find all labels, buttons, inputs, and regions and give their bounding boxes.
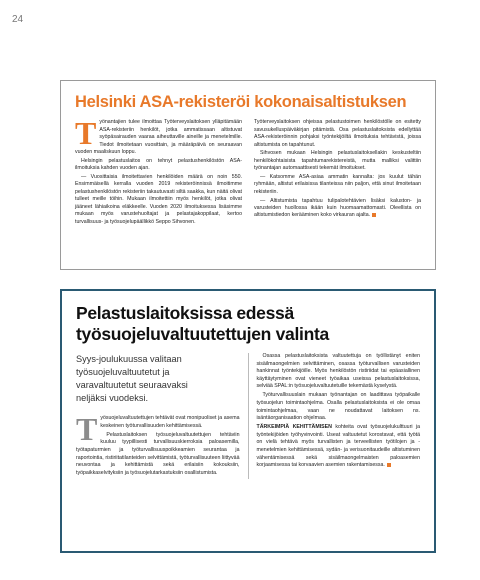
highlight-caps: TÄRKEIMPIÄ KEHITTÄMISEN [256, 424, 332, 431]
article-body [75, 115, 421, 227]
paragraph: — Altistumista tapahtuu tulipalotehtävien lisäksi kaluston- ja varusteiden huollossa ikään kuin huomaamattomasti. Oleellista on altistumistiedon kerääminen koko virkauran ajalta. [254, 197, 421, 219]
article-title: Helsinki ASA-rekisteröi kokonaisaltistuksen [75, 93, 407, 111]
dropcap-letter: T [75, 115, 97, 152]
article-column-left [75, 115, 242, 227]
paragraph: — Katsomme ASA-asiaa ammatin kannalta: jos kuulut tähän ryhmään, altistut erilaisissa tilanteissa niin paljon, että sinut ilmoitetaan rekisteriin. [254, 173, 421, 195]
paragraph: Työterveyslaitoksen ohjeissa pelastustoimen henkilöstölle on esitetty savusukelluspäiväkirjan pitämistä. Osa pelastuslaitoksista edellyttää ASA-rekisteröinnin pohjaksi työntekijöiltä ilmoituksia tehtävistä, joissa altistumista on tapahtunut. [254, 119, 421, 148]
paragraph: Pelastuslaitoksen työsuojeluvaltuutettujen tehtäviin kuuluu tyypillisesti turvallisuuskierroksia paloasemilla, työtapaturmien ja työturvallisuuspoikkeamien seurantaa ja raportointia, ristiriitatilanteiden selvittämistä, työturvallisuuteen liittyvää neuvontaa ja kehittämistä sekä erilaisiin kokouksiin, työpaikkaselvityksiin ja työsuojelutarkastuksiin osallistumista. [76, 431, 240, 476]
end-mark-icon [387, 463, 391, 467]
paragraph: Työturvallisuuslain mukaan työnantajan on laadittava työpaikalle työsuojelun toimintaohjelma. Osalla pelastuslaitoksista ei ole omaa toimintaohjelmaa, vaan ne noudattavat laitoksen ns. isäntäorganisaation ohjelmaa. [256, 392, 420, 422]
article-column-left [76, 353, 240, 479]
article-lead: Syys-joulukuussa valitaan työsuojeluvaltuutetut ja varavaltuutetut seuraavaksi neljäksi vuodeksi. [76, 354, 188, 404]
paragraph: Sihvosen mukaan Helsingin pelastuslaitoksellakin keskusteltiin henkilökohtaisista tapahtumarekistereistä, mutta malliksi valittiin työnantajan automaattisesti tekemät ilmoitukset. [254, 150, 421, 172]
article-title: Pelastuslaitoksissa edessä työsuojeluvaltuutettujen valinta [76, 303, 329, 344]
article-asa-register [60, 80, 436, 270]
article-body [76, 353, 420, 479]
paragraph: — Vuosittaisia ilmoitettavien henkilöiden määrä on noin 550. Ensimmäisellä kerralla vuoden 2019 rekisteröinnissä ilmoitimme pelastushenkilöstön rekisteriin takautuvasti siltä saakka, kun näitä olivat tulleet meille töihin. Mukaan ilmoitettiin myös henkilöt, jotka olivat jääneet lähiaikoina eläkkeelle. Vuoden 2020 ilmoituksessa lisäsimme mukaan myös varustehuoltajat ja pelastajakoppilaat, kertoo turvallisuus- ja työsuojelupäällikkö Seppo Sihvonen. [75, 173, 242, 225]
dropcap-letter: T [76, 411, 98, 448]
paragraph: Työsuojeluvaltuutettujen tehtävät ovat monipuoliset ja asema keskeinen työturvallisuuden kehittämisessä. [76, 411, 240, 448]
end-mark-icon [372, 213, 376, 217]
page-number: 24 [12, 14, 24, 25]
article-column-right [254, 119, 421, 227]
paragraph: TÄRKEIMPIÄ KEHITTÄMISEN kohteita ovat työsuojelukulttuuri ja työntekijöiden työhyvinvointi. Useat valtuutetut korostavat, että työtä on vielä tehtävä myös turvallisten ja terveellisten työtilojen ja -menetelmien kehittämisessä, sydän- ja verisuonitaudeille altistuminen vähentämisessä sekä sisäilmaongelmaisten paloasemien korjaamisessa tai korvaavien asemien rakentamisessa. [256, 424, 420, 469]
paragraph: Osassa pelastuslaitoksista valtuutettuja on työllistänyt eniten sisäilmaongelmien selvittäminen, osassa työturvallisen varusteiden hankinnat työntekijöille. Myös henkilöstön ristiriidat tai epäasiallinen käyttäytyminen ovat vieneet työaikaa useissa pelastuslaitoksissa, selviää SPAL:in työsuojeluvaltuutetuille tekemästä kyselystä. [256, 353, 420, 390]
article-column-right [248, 353, 421, 479]
article-safety-representatives [60, 289, 436, 553]
paragraph: Helsingin pelastuslaitos on tehnyt pelastushenkilöstön ASA-ilmoituksia kahden vuoden ajan. [75, 157, 242, 172]
paragraph: Työnantajien tulee ilmoittaa Työterveyslaitoksen ylläpitämään ASA-rekisteriin henkilöt, jotka ammatissaan altistuvat syöpäsairauden vaaraa aiheuttaville aineille ja menetelmille. Tiedot ilmoitetaan vuosittain, ja määräpäivä on seuraavan vuoden maaliskuun loppu. [75, 115, 242, 155]
